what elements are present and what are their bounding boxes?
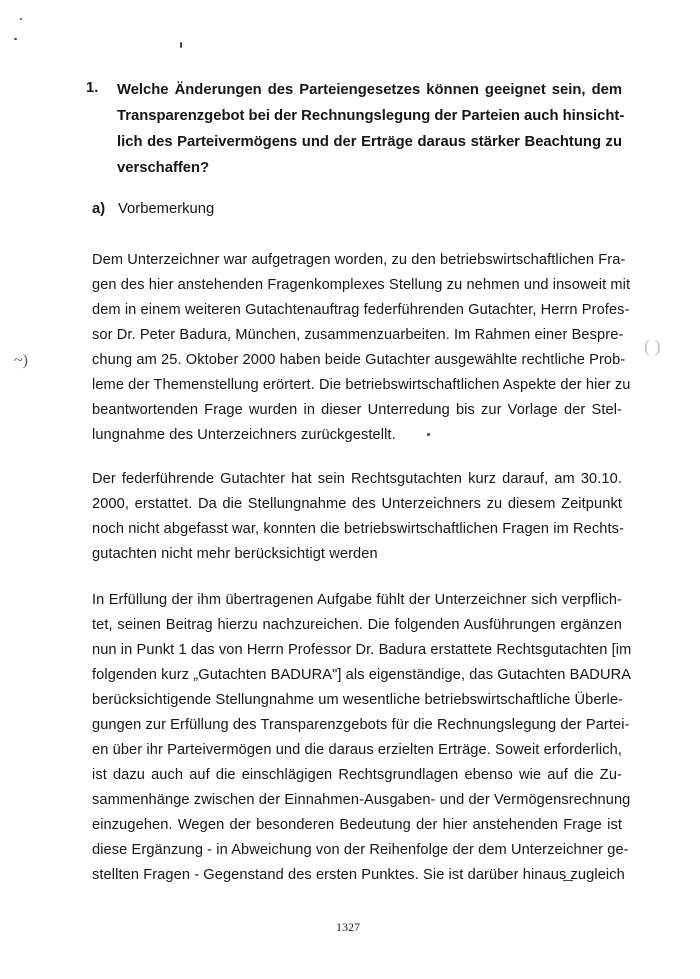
paragraph-line: leme der Themenstellung erörtert. Die betriebswirtschaftlichen Aspekte der hier zu xyxy=(92,377,631,393)
paragraph-line: dem in einem weiteren Gutachtenauftrag federführenden Gutachter, Herrn Profes- xyxy=(92,302,630,318)
section-label: a) xyxy=(92,201,106,217)
paragraph-line: gen des hier anstehenden Fragenkomplexes Stellung zu nehmen und insoweit mit xyxy=(92,277,631,293)
scan-speck xyxy=(180,42,182,48)
paragraph-line: gutachten nicht mehr berücksichtigt werden xyxy=(92,546,378,562)
paragraph-line: Der federführende Gutachter hat sein Rechtsgutachten kurz darauf, am 30.10. xyxy=(92,471,622,487)
paragraph-line: ist dazu auch auf die einschlägigen Rechtsgrundlagen ebenso wie auf die Zu- xyxy=(92,767,622,783)
paragraph-line: lungnahme des Unterzeichners zurückgestellt. xyxy=(92,427,396,443)
paragraph-line: einzugehen. Wegen der besonderen Bedeutung der hier anstehenden Frage ist xyxy=(92,817,622,833)
paragraph-line: In Erfüllung der ihm übertragenen Aufgabe fühlt der Unterzeichner sich verpflich- xyxy=(92,592,622,608)
paragraph-line: gungen zur Erfüllung des Transparenzgebots für die Rechnungslegung der Partei- xyxy=(92,717,630,733)
paragraph-line: Dem Unterzeichner war aufgetragen worden, zu den betriebswirtschaftlichen Fra- xyxy=(92,252,626,268)
margin-mark: ~) xyxy=(14,352,28,369)
paragraph-line: berücksichtigende Stellungnahme um wesentliche betriebswirtschaftliche Überle- xyxy=(92,692,624,708)
question-number: 1. xyxy=(86,80,99,96)
section-title: Vorbemerkung xyxy=(118,201,215,217)
scan-speck xyxy=(14,38,17,40)
paragraph-line: folgenden kurz „Gutachten BADURA"] als eigenständige, das Gutachten BADURA xyxy=(92,667,632,683)
paragraph-line: beantwortenden Frage wurden in dieser Unterredung bis zur Vorlage der Stel- xyxy=(92,402,622,418)
question-line: Transparenzgebot bei der Rechnungslegung der Parteien auch hinsicht- xyxy=(117,108,625,124)
paragraph-line: stellten Fragen - Gegenstand des ersten Punktes. Sie ist darüber hinaus zugleich xyxy=(92,867,625,883)
question-line: Welche Änderungen des Parteiengesetzes können geeignet sein, dem xyxy=(117,82,622,98)
scan-speck xyxy=(20,18,22,20)
paragraph-line: sor Dr. Peter Badura, München, zusammenzuarbeiten. Im Rahmen einer Bespre- xyxy=(92,327,624,343)
question-line: lich des Parteivermögens und der Erträge daraus stärker Beachtung zu xyxy=(117,134,622,150)
question-line: verschaffen? xyxy=(117,160,210,176)
paragraph-line: nun in Punkt 1 das von Herrn Professor Dr. Badura erstattete Rechtsgutachten [im xyxy=(92,642,632,658)
page-number: 1327 xyxy=(336,920,360,934)
paragraph-line: sammenhänge zwischen der Einnahmen-Ausgaben- und der Vermögensrechnung xyxy=(92,792,631,808)
margin-mark: ( ) xyxy=(644,336,661,356)
paragraph-line: noch nicht abgefasst war, konnten die betriebswirtschaftlichen Fragen im Rechts- xyxy=(92,521,625,537)
paragraph-line: chung am 25. Oktober 2000 haben beide Gutachter ausgewählte rechtliche Prob- xyxy=(92,352,626,368)
paragraph-line: 2000, erstattet. Da die Stellungnahme des Unterzeichners zu diesem Zeitpunkt xyxy=(92,496,622,512)
paragraph-line: en über ihr Parteivermögen und die daraus erzielten Erträge. Soweit erforderlich, xyxy=(92,742,622,758)
paragraph-line: diese Ergänzung - in Abweichung von der Reihenfolge der dem Unterzeichner ge- xyxy=(92,842,629,858)
paragraph-line: tet, seinen Beitrag hierzu nachzureichen. Die folgenden Ausführungen ergänzen xyxy=(92,617,622,633)
